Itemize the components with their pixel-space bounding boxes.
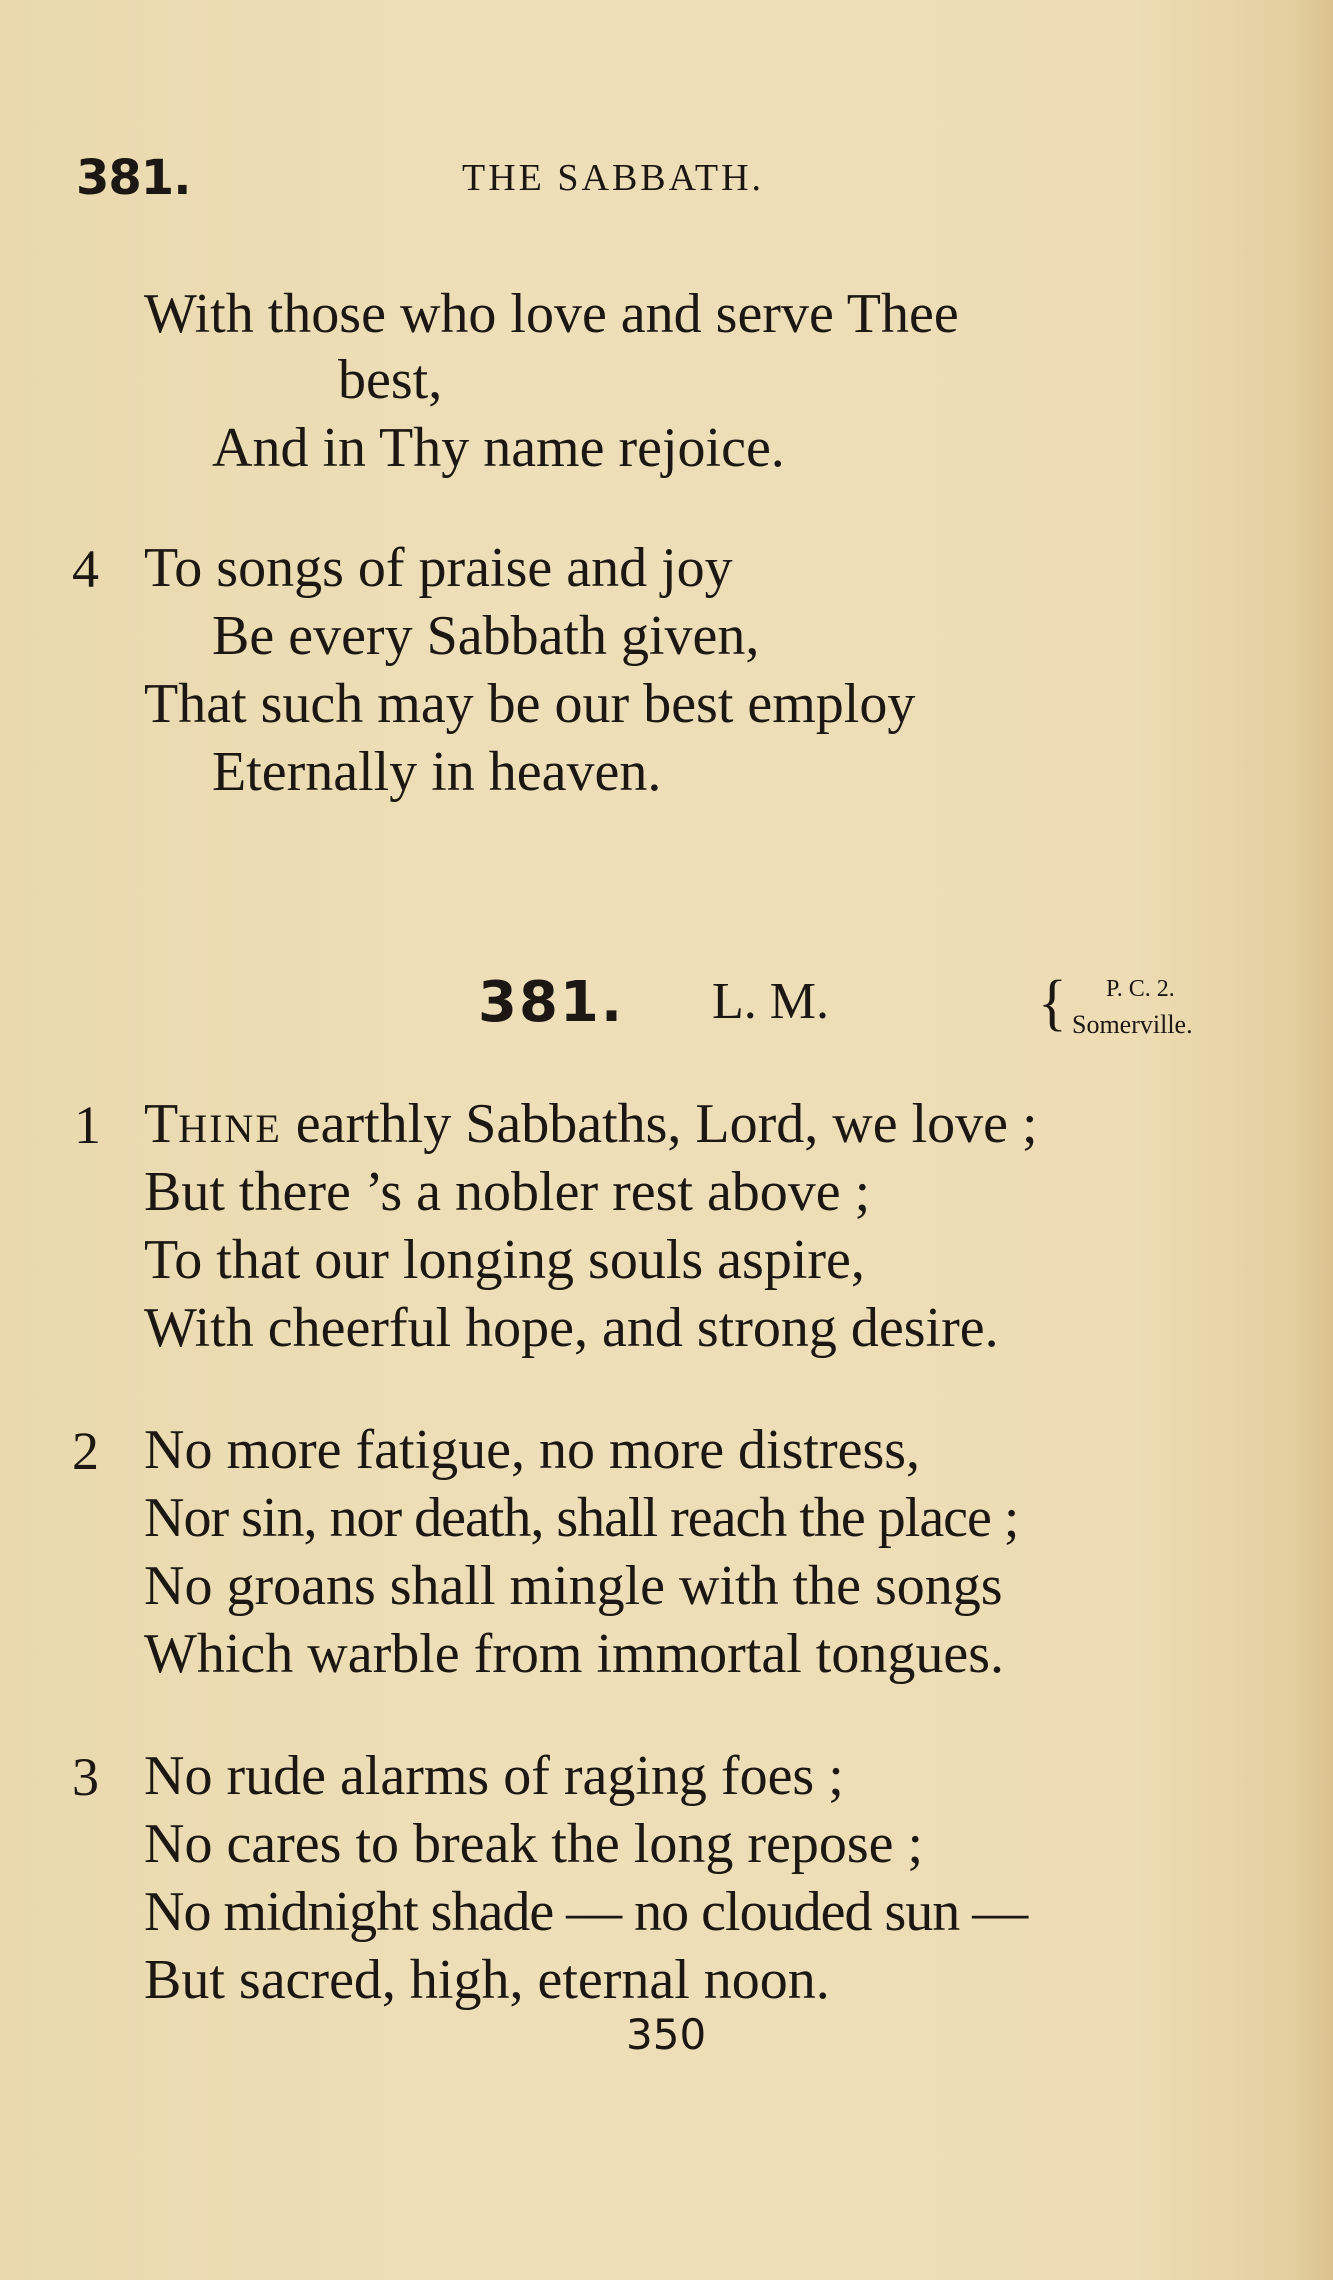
continuation-line-1: With those who love and serve Thee: [144, 283, 959, 345]
verse-number: 2: [72, 1421, 99, 1481]
tune-brace: {: [1038, 967, 1067, 1037]
hymn-number: 381.: [478, 970, 625, 1035]
verse-line: No midnight shade — no clouded sun —: [144, 1881, 1028, 1943]
verse-line: Be every Sabbath given,: [212, 605, 760, 667]
verse-line: Which warble from immortal tongues.: [144, 1623, 1004, 1685]
verse-line: No groans shall mingle with the songs: [144, 1555, 1003, 1617]
verse-line: With cheerful hope, and strong desire.: [144, 1297, 999, 1359]
verse-first-line: [144, 1093, 1038, 1155]
hymn-meter: L. M.: [712, 973, 829, 1030]
small-caps-word: HINE: [178, 1106, 282, 1151]
drop-capital: T: [144, 1093, 179, 1155]
verse-line: That such may be our best employ: [144, 673, 916, 735]
continuation-line-3: And in Thy name rejoice.: [212, 417, 785, 479]
continuation-line-2: best,: [338, 349, 443, 411]
folio: 350: [626, 2010, 707, 2059]
verse-number: 4: [72, 539, 99, 599]
verse-line: Eternally in heaven.: [212, 741, 662, 803]
verse-line: To songs of praise and joy: [144, 537, 733, 599]
verse-number: 1: [74, 1095, 101, 1155]
verse-line: To that our longing souls aspire,: [144, 1229, 865, 1291]
running-title: THE SABBATH.: [462, 157, 765, 199]
verse-line: But there ’s a nobler rest above ;: [144, 1161, 871, 1223]
tune-code: P. C. 2.: [1106, 976, 1175, 1002]
tune-name: Somerville.: [1072, 1010, 1193, 1039]
verse-number: 3: [72, 1747, 99, 1807]
verse-line: No rude alarms of raging foes ;: [144, 1745, 844, 1807]
page-number: 381.: [76, 150, 191, 206]
first-line-rest: earthly Sabbaths, Lord, we love ;: [281, 1093, 1038, 1155]
verse-line: Nor sin, nor death, shall reach the place ;: [144, 1487, 1019, 1549]
verse-line: But sacred, high, eternal noon.: [144, 1949, 830, 2011]
verse-line: No cares to break the long repose ;: [144, 1813, 924, 1875]
verse-line: No more fatigue, no more distress,: [144, 1419, 921, 1481]
